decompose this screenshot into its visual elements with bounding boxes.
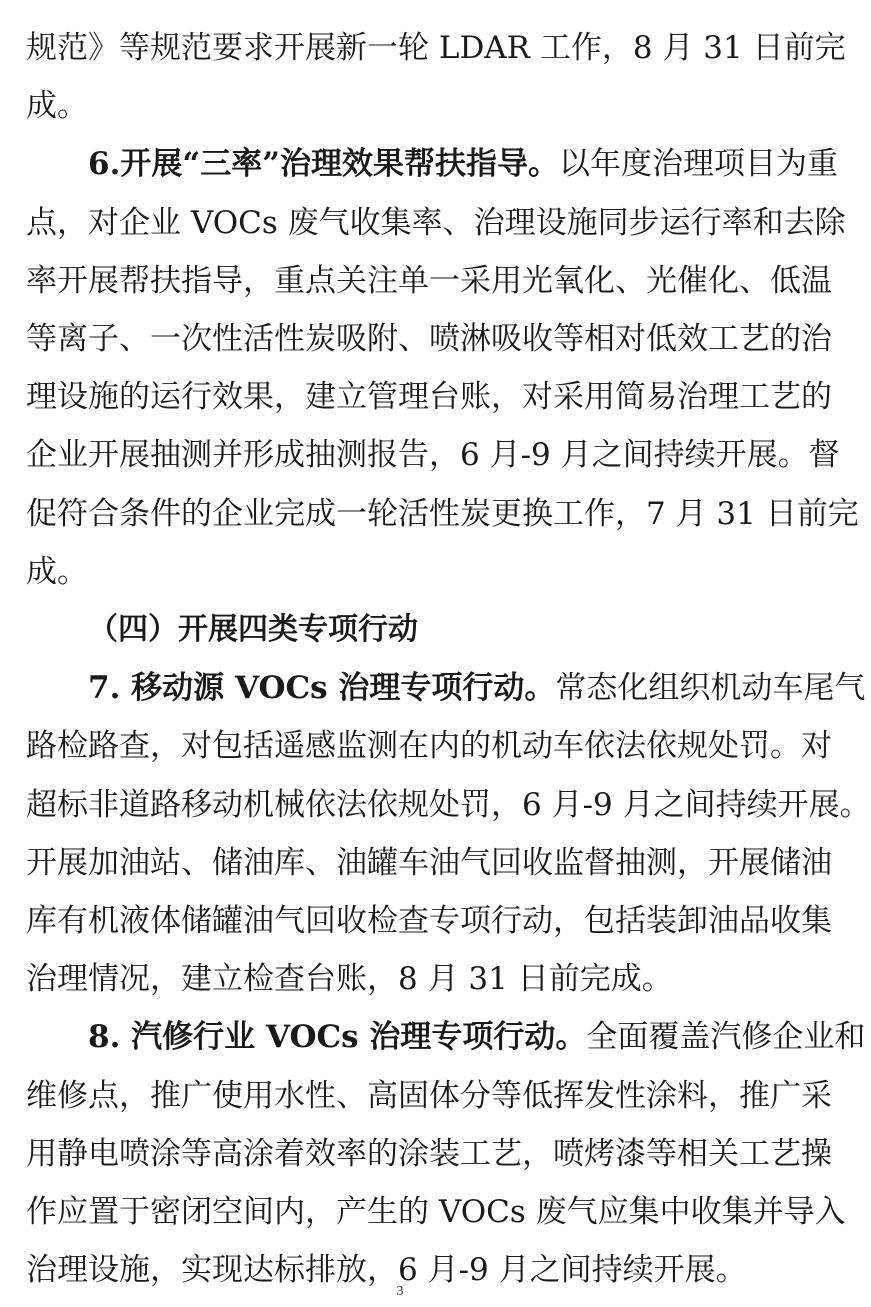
- section-heading: （四）开展四类专项行动: [88, 612, 418, 647]
- text-line: 超标非道路移动机械依法依规处罚，6 月-9 月之间持续开展。: [26, 787, 871, 823]
- item-6-title: 6.开展“三率”治理效果帮扶指导。: [88, 146, 560, 182]
- item-8-line: [88, 1017, 866, 1057]
- text-fragment: 全面覆盖汽修企业和: [586, 1019, 866, 1055]
- page-number: 3: [396, 1284, 404, 1299]
- text-line: 维修点，推广使用水性、高固体分等低挥发性涂料，推广采: [26, 1078, 832, 1114]
- text-line: 规范》等规范要求开展新一轮 LDAR 工作，8 月 31 日前完: [26, 30, 846, 66]
- text-line: 成。: [26, 88, 88, 124]
- text-line: 理设施的运行效果，建立管理台账，对采用简易治理工艺的: [26, 379, 832, 415]
- text-line: 成。: [26, 554, 88, 590]
- text-line: 路检路查，对包括遥感监测在内的机动车依法依规处罚。对: [26, 728, 832, 764]
- item-6-line: [88, 144, 839, 184]
- text-fragment: 以年度治理项目为重: [559, 146, 839, 182]
- text-line: 等离子、一次性活性炭吸附、喷淋吸收等相对低效工艺的治: [26, 321, 832, 357]
- text-line: 开展加油站、储油库、油罐车油气回收监督抽测，开展储油: [26, 845, 832, 881]
- text-line: 库有机液体储罐油气回收检查专项行动，包括装卸油品收集: [26, 903, 832, 939]
- item-8-title: 8. 汽修行业 VOCs 治理专项行动。: [88, 1019, 587, 1055]
- text-line: 企业开展抽测并形成抽测报告，6 月-9 月之间持续开展。督: [26, 437, 840, 473]
- item-7-line: [88, 668, 866, 708]
- text-line: 用静电喷涂等高涂着效率的涂装工艺，喷烤漆等相关工艺操: [26, 1136, 832, 1172]
- text-line: 治理设施，实现达标排放，6 月-9 月之间持续开展。: [26, 1252, 747, 1288]
- text-line: 治理情况，建立检查台账，8 月 31 日前完成。: [26, 961, 673, 997]
- text-line: 率开展帮扶指导，重点关注单一采用光氧化、光催化、低温: [26, 263, 832, 299]
- text-line: 点，对企业 VOCs 废气收集率、治理设施同步运行率和去除: [26, 205, 846, 241]
- text-line: 作应置于密闭空间内，产生的 VOCs 废气应集中收集并导入: [26, 1194, 846, 1230]
- text-fragment: 常态化组织机动车尾气: [555, 670, 866, 706]
- text-line: 促符合条件的企业完成一轮活性炭更换工作，7 月 31 日前完: [26, 496, 859, 532]
- item-7-title: 7. 移动源 VOCs 治理专项行动。: [88, 670, 556, 706]
